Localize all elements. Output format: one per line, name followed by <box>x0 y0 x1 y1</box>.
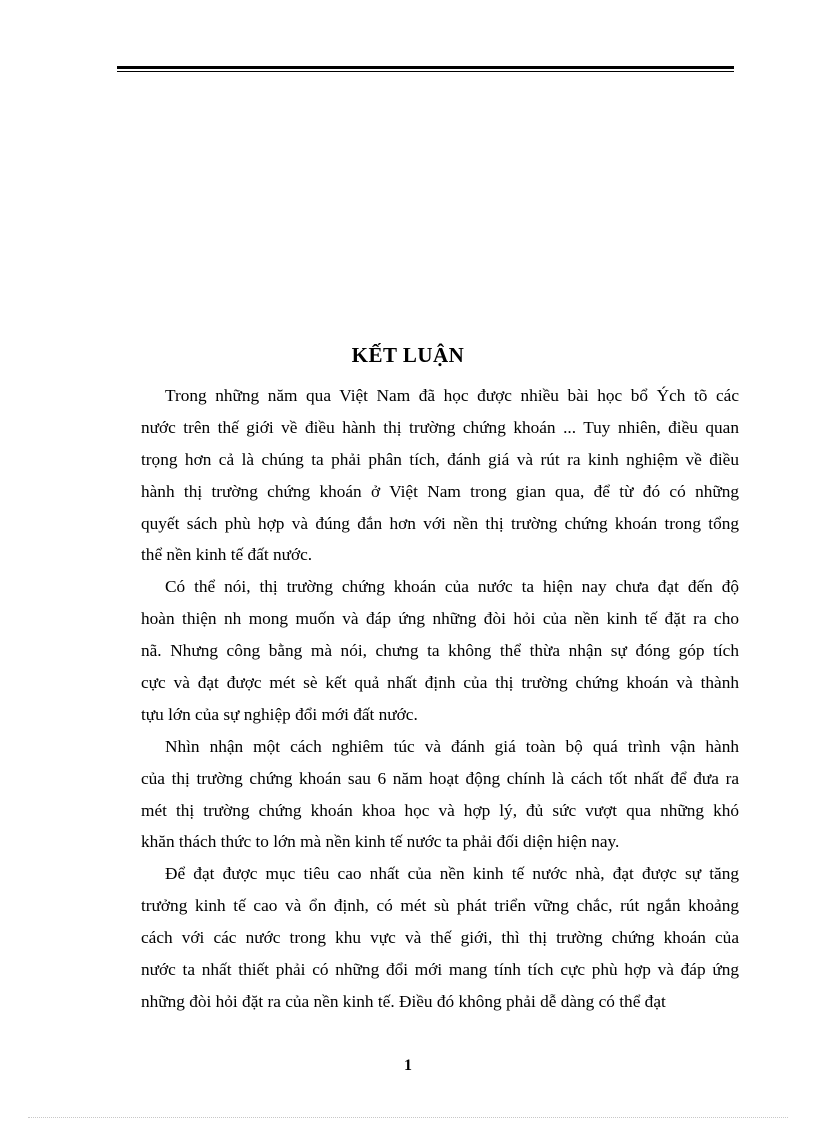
paragraph-line: Nhìn nhận một cách nghiêm túc và đánh giá toàn bộ quá trình vận hành <box>165 736 739 756</box>
paragraph-line: quyết sách phù hợp và đúng đắn hơn với nền thị trường chứng khoán trong tổng <box>141 513 739 533</box>
paragraph-line: trưởng kinh tế cao và ổn định, có mét sù phát triển vững chắc, rút ngắn khoảng <box>141 896 739 916</box>
body-text <box>141 380 739 1018</box>
paragraph <box>141 731 739 859</box>
page-title: KẾT LUẬN <box>351 343 465 367</box>
paragraph-line: Có thể nói, thị trường chứng khoán của nước ta hiện nay chưa đạt đến độ <box>165 577 739 597</box>
footer-divider <box>28 1117 788 1118</box>
paragraph-line: cực và đạt được mét sè kết quả nhất định của thị trường chứng khoán và thành <box>141 673 739 693</box>
paragraph-line: nước ta nhất thiết phải có những đổi mới mang tính tích cực phù hợp và đáp ứng <box>141 960 739 980</box>
paragraph-line: hành thị trường chứng khoán ở Việt Nam trong gian qua, để từ đó có những <box>141 481 739 501</box>
paragraph-line: nã. Nhưng công bằng mà nói, chưng ta không thể thừa nhận sự đóng góp tích <box>141 641 739 661</box>
paragraph-line: mét thị trường chứng khoán khoa học và hợp lý, đủ sức vượt qua những khó <box>141 800 739 820</box>
paragraph-line: trọng hơn cả là chúng ta phải phân tích, đánh giá và rút ra kinh nghiệm về điều <box>141 449 739 469</box>
paragraph-line: những đòi hỏi đặt ra của nền kinh tế. Điều đó không phải dễ dàng có thể đạt <box>141 991 666 1011</box>
paragraph-line: Trong những năm qua Việt Nam đã học được nhiều bài học bổ Ých tõ các <box>165 386 739 405</box>
paragraph-line: cách với các nước trong khu vực và thế giới, thì thị trường chứng khoán của <box>141 928 739 948</box>
paragraph-line: Để đạt được mục tiêu cao nhất của nền kinh tế nước nhà, đạt được sự tăng <box>165 864 739 884</box>
paragraph-line: tựu lớn của sự nghiệp đổi mới đất nước. <box>141 704 418 724</box>
paragraph-line: khăn thách thức to lớn mà nền kinh tế nước ta phải đối diện hiện nay. <box>141 832 620 852</box>
paragraph-line: của thị trường chứng khoán sau 6 năm hoạt động chính là cách tốt nhất để đưa ra <box>141 768 739 788</box>
paragraph <box>141 380 739 571</box>
paragraph <box>141 571 739 730</box>
header-rule <box>117 66 734 72</box>
paragraph <box>141 858 739 1017</box>
header-rule-thin <box>117 71 734 72</box>
header-rule-thick <box>117 66 734 69</box>
paragraph-line: nước trên thế giới về điều hành thị trường chứng khoán ... Tuy nhiên, điều quan <box>141 417 739 437</box>
paragraph-line: thể nền kinh tế đất nước. <box>141 545 313 565</box>
page-number: 1 <box>404 1057 412 1074</box>
paragraph-line: hoàn thiện nh mong muốn và đáp ứng những đòi hỏi của nền kinh tế đặt ra cho <box>141 609 739 629</box>
